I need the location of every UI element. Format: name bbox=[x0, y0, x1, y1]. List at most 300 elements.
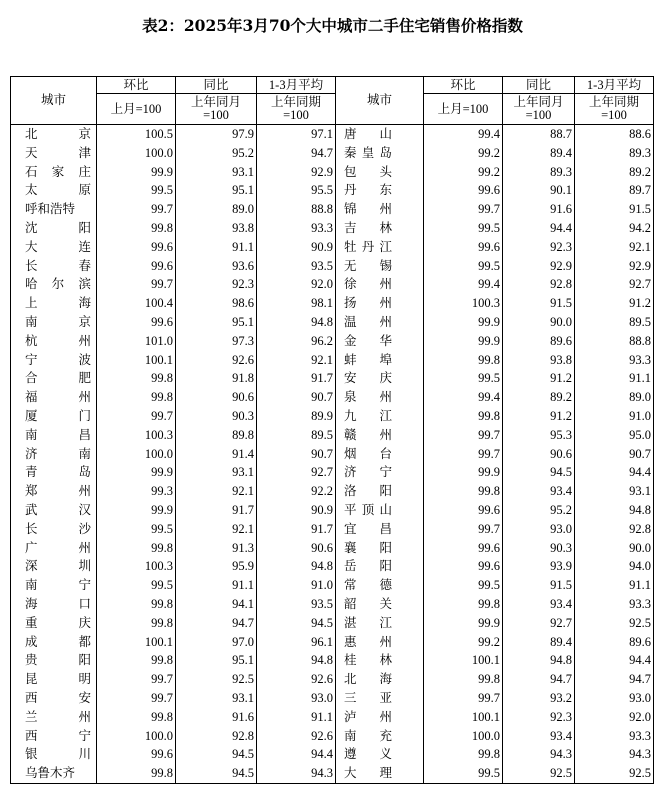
table-row bbox=[11, 257, 654, 276]
left-avg-value: 90.7 bbox=[257, 445, 336, 464]
table-row bbox=[11, 445, 654, 464]
header-avg-left: 1-3月平均 bbox=[257, 77, 336, 94]
left-mom-value: 99.8 bbox=[97, 219, 176, 238]
table-row bbox=[11, 520, 654, 539]
right-yoy-value: 93.9 bbox=[503, 557, 575, 576]
table-row bbox=[11, 727, 654, 746]
right-mom-value: 100.1 bbox=[424, 708, 503, 727]
left-yoy-value: 92.5 bbox=[176, 670, 257, 689]
table-row bbox=[11, 764, 654, 783]
left-mom-value: 99.8 bbox=[97, 369, 176, 388]
right-yoy-value: 92.3 bbox=[503, 708, 575, 727]
left-avg-value: 89.5 bbox=[257, 426, 336, 445]
left-yoy-value: 94.5 bbox=[176, 764, 257, 783]
right-city-name: 泸 州 bbox=[336, 708, 424, 727]
header-mom-right: 环比 bbox=[424, 77, 503, 94]
left-mom-value: 99.8 bbox=[97, 764, 176, 783]
header-yoy-right: 同比 bbox=[503, 77, 575, 94]
left-mom-value: 99.5 bbox=[97, 520, 176, 539]
right-avg-value: 90.0 bbox=[575, 539, 654, 558]
right-yoy-value: 89.4 bbox=[503, 633, 575, 652]
right-city-name: 九 江 bbox=[336, 407, 424, 426]
right-avg-value: 91.2 bbox=[575, 294, 654, 313]
left-city-name: 西 安 bbox=[11, 689, 97, 708]
right-mom-value: 99.6 bbox=[424, 557, 503, 576]
right-mom-value: 99.8 bbox=[424, 351, 503, 370]
left-yoy-value: 91.1 bbox=[176, 576, 257, 595]
right-mom-value: 100.3 bbox=[424, 294, 503, 313]
right-mom-value: 99.7 bbox=[424, 689, 503, 708]
left-avg-value: 88.8 bbox=[257, 200, 336, 219]
left-city-name: 大 连 bbox=[11, 238, 97, 257]
left-mom-value: 100.1 bbox=[97, 633, 176, 652]
left-mom-value: 100.0 bbox=[97, 445, 176, 464]
table-row bbox=[11, 501, 654, 520]
right-yoy-value: 92.9 bbox=[503, 257, 575, 276]
left-yoy-value: 89.8 bbox=[176, 426, 257, 445]
left-yoy-value: 92.1 bbox=[176, 520, 257, 539]
left-yoy-value: 97.9 bbox=[176, 125, 257, 144]
left-avg-value: 92.6 bbox=[257, 670, 336, 689]
right-yoy-value: 94.3 bbox=[503, 745, 575, 764]
left-city-name: 乌 鲁 木 齐 bbox=[11, 764, 97, 783]
table-row bbox=[11, 708, 654, 727]
table-row bbox=[11, 313, 654, 332]
table-row bbox=[11, 689, 654, 708]
left-avg-value: 92.7 bbox=[257, 463, 336, 482]
right-city-name: 洛 阳 bbox=[336, 482, 424, 501]
left-avg-value: 94.8 bbox=[257, 557, 336, 576]
left-yoy-value: 95.9 bbox=[176, 557, 257, 576]
left-yoy-value: 97.0 bbox=[176, 633, 257, 652]
header-avg-base-right: 上年同期 =100 bbox=[575, 94, 654, 125]
right-yoy-value: 90.1 bbox=[503, 181, 575, 200]
left-avg-value: 96.1 bbox=[257, 633, 336, 652]
right-city-name: 平 顶 山 bbox=[336, 501, 424, 520]
left-yoy-value: 97.3 bbox=[176, 332, 257, 351]
right-mom-value: 99.5 bbox=[424, 369, 503, 388]
left-yoy-value: 94.7 bbox=[176, 614, 257, 633]
right-mom-value: 99.4 bbox=[424, 388, 503, 407]
right-avg-value: 93.3 bbox=[575, 727, 654, 746]
right-city-name: 扬 州 bbox=[336, 294, 424, 313]
left-avg-value: 91.1 bbox=[257, 708, 336, 727]
left-mom-value: 99.8 bbox=[97, 708, 176, 727]
left-avg-value: 92.9 bbox=[257, 163, 336, 182]
header-mom-base-right: 上月=100 bbox=[424, 94, 503, 125]
table-row bbox=[11, 463, 654, 482]
table-row bbox=[11, 482, 654, 501]
header-city-left: 城市 bbox=[11, 77, 97, 125]
right-yoy-value: 95.3 bbox=[503, 426, 575, 445]
right-mom-value: 99.9 bbox=[424, 332, 503, 351]
right-yoy-value: 92.7 bbox=[503, 614, 575, 633]
right-yoy-value: 90.3 bbox=[503, 539, 575, 558]
left-mom-value: 99.7 bbox=[97, 200, 176, 219]
left-city-name: 成 都 bbox=[11, 633, 97, 652]
right-mom-value: 99.9 bbox=[424, 463, 503, 482]
left-city-name: 南 昌 bbox=[11, 426, 97, 445]
right-avg-value: 94.8 bbox=[575, 501, 654, 520]
right-avg-value: 93.1 bbox=[575, 482, 654, 501]
left-mom-value: 99.5 bbox=[97, 181, 176, 200]
right-yoy-value: 89.6 bbox=[503, 332, 575, 351]
table-row bbox=[11, 388, 654, 407]
left-yoy-value: 91.7 bbox=[176, 501, 257, 520]
right-avg-value: 95.0 bbox=[575, 426, 654, 445]
left-city-name: 北 京 bbox=[11, 125, 97, 144]
right-city-name: 大 理 bbox=[336, 764, 424, 783]
right-avg-value: 91.0 bbox=[575, 407, 654, 426]
left-yoy-value: 95.2 bbox=[176, 144, 257, 163]
right-city-name: 温 州 bbox=[336, 313, 424, 332]
left-city-name: 天 津 bbox=[11, 144, 97, 163]
left-city-name: 福 州 bbox=[11, 388, 97, 407]
right-yoy-value: 90.0 bbox=[503, 313, 575, 332]
right-avg-value: 93.3 bbox=[575, 351, 654, 370]
right-yoy-value: 89.3 bbox=[503, 163, 575, 182]
right-mom-value: 99.9 bbox=[424, 313, 503, 332]
right-avg-value: 92.0 bbox=[575, 708, 654, 727]
right-yoy-value: 94.4 bbox=[503, 219, 575, 238]
right-mom-value: 99.7 bbox=[424, 520, 503, 539]
right-city-name: 丹 东 bbox=[336, 181, 424, 200]
header-city-right: 城市 bbox=[336, 77, 424, 125]
left-yoy-value: 91.3 bbox=[176, 539, 257, 558]
left-mom-value: 100.0 bbox=[97, 144, 176, 163]
left-yoy-value: 92.8 bbox=[176, 727, 257, 746]
left-mom-value: 99.8 bbox=[97, 595, 176, 614]
right-mom-value: 100.1 bbox=[424, 651, 503, 670]
left-avg-value: 93.3 bbox=[257, 219, 336, 238]
right-yoy-value: 91.2 bbox=[503, 369, 575, 388]
right-avg-value: 88.6 bbox=[575, 125, 654, 144]
right-yoy-value: 94.8 bbox=[503, 651, 575, 670]
table-row bbox=[11, 651, 654, 670]
left-city-name: 南 宁 bbox=[11, 576, 97, 595]
left-city-name: 贵 阳 bbox=[11, 651, 97, 670]
header-yoy-base-right: 上年同月 =100 bbox=[503, 94, 575, 125]
header-yoy-base-left: 上年同月 =100 bbox=[176, 94, 257, 125]
price-index-table bbox=[10, 76, 654, 784]
right-yoy-value: 92.5 bbox=[503, 764, 575, 783]
left-mom-value: 100.4 bbox=[97, 294, 176, 313]
left-avg-value: 95.5 bbox=[257, 181, 336, 200]
right-city-name: 牡 丹 江 bbox=[336, 238, 424, 257]
right-mom-value: 99.2 bbox=[424, 163, 503, 182]
table-row bbox=[11, 144, 654, 163]
left-city-name: 南 京 bbox=[11, 313, 97, 332]
left-city-name: 西 宁 bbox=[11, 727, 97, 746]
right-city-name: 烟 台 bbox=[336, 445, 424, 464]
right-mom-value: 99.5 bbox=[424, 576, 503, 595]
left-yoy-value: 93.6 bbox=[176, 257, 257, 276]
right-mom-value: 99.9 bbox=[424, 614, 503, 633]
table-row bbox=[11, 332, 654, 351]
left-city-name: 沈 阳 bbox=[11, 219, 97, 238]
left-avg-value: 92.0 bbox=[257, 275, 336, 294]
right-yoy-value: 95.2 bbox=[503, 501, 575, 520]
left-avg-value: 93.5 bbox=[257, 595, 336, 614]
header-avg-right: 1-3月平均 bbox=[575, 77, 654, 94]
right-avg-value: 92.5 bbox=[575, 614, 654, 633]
left-city-name: 海 口 bbox=[11, 595, 97, 614]
left-avg-value: 98.1 bbox=[257, 294, 336, 313]
left-yoy-value: 95.1 bbox=[176, 651, 257, 670]
table-title: 表2：2025年3月70个大中城市二手住宅销售价格指数 bbox=[142, 16, 523, 35]
left-mom-value: 99.5 bbox=[97, 576, 176, 595]
right-avg-value: 89.7 bbox=[575, 181, 654, 200]
right-city-name: 安 庆 bbox=[336, 369, 424, 388]
right-city-name: 无 锡 bbox=[336, 257, 424, 276]
right-avg-value: 89.2 bbox=[575, 163, 654, 182]
right-mom-value: 99.8 bbox=[424, 482, 503, 501]
right-city-name: 襄 阳 bbox=[336, 539, 424, 558]
left-mom-value: 101.0 bbox=[97, 332, 176, 351]
right-city-name: 北 海 bbox=[336, 670, 424, 689]
left-mom-value: 99.7 bbox=[97, 689, 176, 708]
right-yoy-value: 94.7 bbox=[503, 670, 575, 689]
left-yoy-value: 92.6 bbox=[176, 351, 257, 370]
table-row bbox=[11, 163, 654, 182]
table-row bbox=[11, 407, 654, 426]
right-city-name: 秦 皇 岛 bbox=[336, 144, 424, 163]
left-mom-value: 99.9 bbox=[97, 163, 176, 182]
left-city-name: 上 海 bbox=[11, 294, 97, 313]
right-avg-value: 94.4 bbox=[575, 651, 654, 670]
right-mom-value: 99.6 bbox=[424, 501, 503, 520]
right-city-name: 惠 州 bbox=[336, 633, 424, 652]
right-mom-value: 99.4 bbox=[424, 275, 503, 294]
right-city-name: 湛 江 bbox=[336, 614, 424, 633]
right-city-name: 吉 林 bbox=[336, 219, 424, 238]
right-city-name: 金 华 bbox=[336, 332, 424, 351]
right-yoy-value: 93.0 bbox=[503, 520, 575, 539]
right-yoy-value: 93.4 bbox=[503, 482, 575, 501]
left-city-name: 昆 明 bbox=[11, 670, 97, 689]
table-row bbox=[11, 745, 654, 764]
left-city-name: 青 岛 bbox=[11, 463, 97, 482]
left-avg-value: 91.0 bbox=[257, 576, 336, 595]
table-row bbox=[11, 614, 654, 633]
right-avg-value: 92.7 bbox=[575, 275, 654, 294]
header-avg-base-left: 上年同期 =100 bbox=[257, 94, 336, 125]
right-avg-value: 94.2 bbox=[575, 219, 654, 238]
right-avg-value: 89.0 bbox=[575, 388, 654, 407]
left-city-name: 深 圳 bbox=[11, 557, 97, 576]
left-yoy-value: 91.1 bbox=[176, 238, 257, 257]
left-mom-value: 100.0 bbox=[97, 727, 176, 746]
right-avg-value: 91.1 bbox=[575, 369, 654, 388]
right-avg-value: 94.3 bbox=[575, 745, 654, 764]
left-city-name: 郑 州 bbox=[11, 482, 97, 501]
table-row bbox=[11, 125, 654, 144]
right-avg-value: 94.4 bbox=[575, 463, 654, 482]
left-mom-value: 99.8 bbox=[97, 539, 176, 558]
header-mom-left: 环比 bbox=[97, 77, 176, 94]
left-mom-value: 100.1 bbox=[97, 351, 176, 370]
right-avg-value: 88.8 bbox=[575, 332, 654, 351]
left-city-name: 石 家 庄 bbox=[11, 163, 97, 182]
table-row bbox=[11, 294, 654, 313]
right-city-name: 徐 州 bbox=[336, 275, 424, 294]
left-mom-value: 99.8 bbox=[97, 388, 176, 407]
right-yoy-value: 93.4 bbox=[503, 595, 575, 614]
right-mom-value: 99.8 bbox=[424, 745, 503, 764]
table-row bbox=[11, 670, 654, 689]
left-yoy-value: 95.1 bbox=[176, 313, 257, 332]
left-yoy-value: 92.1 bbox=[176, 482, 257, 501]
right-mom-value: 99.7 bbox=[424, 445, 503, 464]
right-avg-value: 89.3 bbox=[575, 144, 654, 163]
left-city-name: 长 沙 bbox=[11, 520, 97, 539]
right-city-name: 遵 义 bbox=[336, 745, 424, 764]
right-yoy-value: 91.5 bbox=[503, 576, 575, 595]
left-yoy-value: 93.1 bbox=[176, 163, 257, 182]
right-avg-value: 93.0 bbox=[575, 689, 654, 708]
right-yoy-value: 92.8 bbox=[503, 275, 575, 294]
left-yoy-value: 90.3 bbox=[176, 407, 257, 426]
table-row bbox=[11, 539, 654, 558]
right-yoy-value: 93.2 bbox=[503, 689, 575, 708]
left-yoy-value: 90.6 bbox=[176, 388, 257, 407]
header-mom-base-left: 上月=100 bbox=[97, 94, 176, 125]
left-yoy-value: 95.1 bbox=[176, 181, 257, 200]
table-row bbox=[11, 633, 654, 652]
left-mom-value: 99.8 bbox=[97, 651, 176, 670]
left-avg-value: 89.9 bbox=[257, 407, 336, 426]
right-mom-value: 99.5 bbox=[424, 219, 503, 238]
right-yoy-value: 91.6 bbox=[503, 200, 575, 219]
right-city-name: 锦 州 bbox=[336, 200, 424, 219]
right-yoy-value: 93.8 bbox=[503, 351, 575, 370]
right-avg-value: 92.5 bbox=[575, 764, 654, 783]
left-city-name: 银 川 bbox=[11, 745, 97, 764]
left-city-name: 广 州 bbox=[11, 539, 97, 558]
left-avg-value: 94.8 bbox=[257, 313, 336, 332]
right-yoy-value: 91.2 bbox=[503, 407, 575, 426]
right-avg-value: 92.1 bbox=[575, 238, 654, 257]
right-city-name: 包 头 bbox=[336, 163, 424, 182]
left-mom-value: 99.7 bbox=[97, 275, 176, 294]
header-yoy-left: 同比 bbox=[176, 77, 257, 94]
right-avg-value: 94.7 bbox=[575, 670, 654, 689]
right-city-name: 泉 州 bbox=[336, 388, 424, 407]
left-avg-value: 90.9 bbox=[257, 501, 336, 520]
table-row bbox=[11, 275, 654, 294]
right-mom-value: 100.0 bbox=[424, 727, 503, 746]
right-mom-value: 99.8 bbox=[424, 595, 503, 614]
right-mom-value: 99.7 bbox=[424, 426, 503, 445]
right-yoy-value: 94.5 bbox=[503, 463, 575, 482]
left-yoy-value: 91.4 bbox=[176, 445, 257, 464]
left-mom-value: 100.5 bbox=[97, 125, 176, 144]
right-city-name: 赣 州 bbox=[336, 426, 424, 445]
right-avg-value: 92.8 bbox=[575, 520, 654, 539]
left-yoy-value: 93.1 bbox=[176, 463, 257, 482]
right-mom-value: 99.8 bbox=[424, 670, 503, 689]
right-city-name: 宜 昌 bbox=[336, 520, 424, 539]
right-avg-value: 89.6 bbox=[575, 633, 654, 652]
left-avg-value: 94.3 bbox=[257, 764, 336, 783]
table-row bbox=[11, 219, 654, 238]
left-avg-value: 93.5 bbox=[257, 257, 336, 276]
left-avg-value: 92.1 bbox=[257, 351, 336, 370]
left-mom-value: 100.3 bbox=[97, 557, 176, 576]
left-city-name: 太 原 bbox=[11, 181, 97, 200]
left-yoy-value: 91.6 bbox=[176, 708, 257, 727]
left-mom-value: 99.7 bbox=[97, 670, 176, 689]
left-avg-value: 92.2 bbox=[257, 482, 336, 501]
left-avg-value: 90.9 bbox=[257, 238, 336, 257]
left-yoy-value: 89.0 bbox=[176, 200, 257, 219]
left-city-name: 哈 尔 滨 bbox=[11, 275, 97, 294]
left-avg-value: 92.6 bbox=[257, 727, 336, 746]
left-mom-value: 99.7 bbox=[97, 407, 176, 426]
right-mom-value: 99.8 bbox=[424, 407, 503, 426]
left-city-name: 济 南 bbox=[11, 445, 97, 464]
right-yoy-value: 91.5 bbox=[503, 294, 575, 313]
table-row bbox=[11, 595, 654, 614]
right-avg-value: 91.5 bbox=[575, 200, 654, 219]
left-city-name: 武 汉 bbox=[11, 501, 97, 520]
right-mom-value: 99.7 bbox=[424, 200, 503, 219]
table-row bbox=[11, 426, 654, 445]
left-avg-value: 90.6 bbox=[257, 539, 336, 558]
left-mom-value: 99.6 bbox=[97, 257, 176, 276]
left-mom-value: 99.6 bbox=[97, 745, 176, 764]
right-yoy-value: 90.6 bbox=[503, 445, 575, 464]
right-mom-value: 99.2 bbox=[424, 144, 503, 163]
table-row bbox=[11, 557, 654, 576]
right-avg-value: 91.1 bbox=[575, 576, 654, 595]
left-city-name: 重 庆 bbox=[11, 614, 97, 633]
table-row bbox=[11, 369, 654, 388]
right-city-name: 桂 林 bbox=[336, 651, 424, 670]
left-city-name: 兰 州 bbox=[11, 708, 97, 727]
left-yoy-value: 94.1 bbox=[176, 595, 257, 614]
left-city-name: 杭 州 bbox=[11, 332, 97, 351]
left-city-name: 厦 门 bbox=[11, 407, 97, 426]
left-mom-value: 99.9 bbox=[97, 463, 176, 482]
left-yoy-value: 93.8 bbox=[176, 219, 257, 238]
table-row bbox=[11, 351, 654, 370]
left-avg-value: 94.7 bbox=[257, 144, 336, 163]
left-mom-value: 99.6 bbox=[97, 238, 176, 257]
left-city-name: 合 肥 bbox=[11, 369, 97, 388]
right-mom-value: 99.6 bbox=[424, 181, 503, 200]
table-row bbox=[11, 200, 654, 219]
left-avg-value: 94.5 bbox=[257, 614, 336, 633]
left-mom-value: 100.3 bbox=[97, 426, 176, 445]
left-avg-value: 94.4 bbox=[257, 745, 336, 764]
right-mom-value: 99.6 bbox=[424, 539, 503, 558]
left-yoy-value: 94.5 bbox=[176, 745, 257, 764]
left-avg-value: 94.8 bbox=[257, 651, 336, 670]
right-avg-value: 92.9 bbox=[575, 257, 654, 276]
left-city-name: 长 春 bbox=[11, 257, 97, 276]
left-yoy-value: 98.6 bbox=[176, 294, 257, 313]
right-yoy-value: 89.2 bbox=[503, 388, 575, 407]
right-avg-value: 89.5 bbox=[575, 313, 654, 332]
left-avg-value: 96.2 bbox=[257, 332, 336, 351]
right-city-name: 三 亚 bbox=[336, 689, 424, 708]
right-avg-value: 90.7 bbox=[575, 445, 654, 464]
right-city-name: 唐 山 bbox=[336, 125, 424, 144]
right-city-name: 蚌 埠 bbox=[336, 351, 424, 370]
right-mom-value: 99.5 bbox=[424, 764, 503, 783]
left-avg-value: 91.7 bbox=[257, 369, 336, 388]
